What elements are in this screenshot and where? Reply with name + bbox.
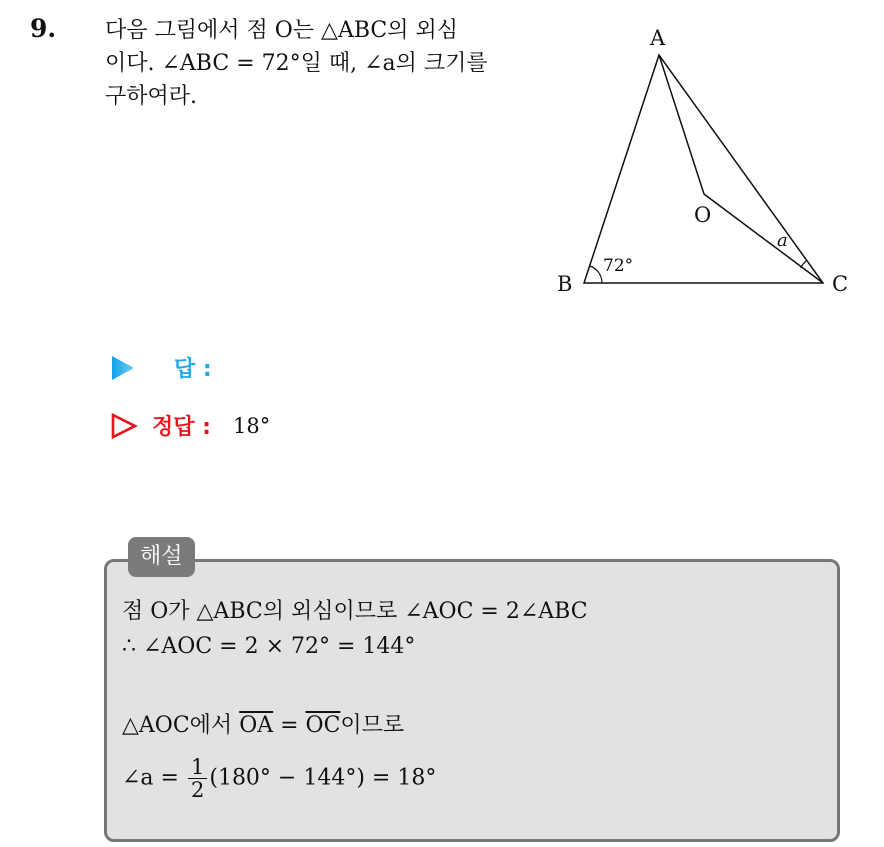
label-a: A [650, 26, 666, 50]
label-o: O [694, 203, 712, 227]
angle-a-label: a [777, 230, 788, 251]
answer-label: 답 : [174, 357, 212, 382]
fraction-denominator: 2 [190, 778, 205, 802]
question-text [105, 14, 535, 113]
explanation-line-4-prefix: ∠a = [122, 765, 186, 791]
explanation-line-4 [122, 756, 436, 801]
play-outline-icon [110, 412, 138, 440]
triangle-diagram [552, 18, 862, 308]
explanation-line-2: ∴ ∠AOC = 2 × 72° = 144° [122, 634, 416, 659]
explanation-line-4-suffix: (180° − 144°) = 18° [209, 765, 437, 791]
fraction-numerator: 1 [188, 756, 207, 779]
angle-a-arc-main [801, 261, 806, 267]
question-line-3: 구하여라. [105, 84, 198, 109]
question-number: 9. [30, 14, 57, 43]
angle-b-arc [590, 266, 602, 283]
explanation-line-3-suffix: 이므로 [340, 713, 405, 738]
answer-row [110, 352, 234, 383]
triangle-figure [552, 18, 862, 308]
play-filled-icon [110, 354, 136, 382]
label-c: C [832, 272, 849, 296]
equals-sign: = [273, 713, 306, 738]
fraction-one-half [188, 756, 207, 801]
question-line-2: 이다. ∠ABC = 72°일 때, ∠a의 크기를 [105, 51, 488, 76]
segment-oa: $\overline{OA}$ [239, 713, 274, 738]
explanation-tag: 해설 [128, 537, 195, 577]
segment-oc: $\overline{OC}$ [305, 713, 341, 738]
explanation-line-3 [122, 708, 404, 739]
label-b: B [557, 272, 573, 296]
angle-b-label: 72° [603, 256, 634, 276]
explanation-line-3-prefix: △AOC에서 [122, 713, 240, 738]
correct-answer-label: 정답 : [152, 415, 211, 440]
correct-answer-row [110, 410, 270, 441]
correct-answer-value: 18° [232, 413, 271, 438]
explanation-line-1: 점 O가 △ABC의 외심이므로 ∠AOC = 2∠ABC [122, 599, 588, 624]
question-line-1: 다음 그림에서 점 O는 △ABC의 외심 [105, 18, 458, 43]
